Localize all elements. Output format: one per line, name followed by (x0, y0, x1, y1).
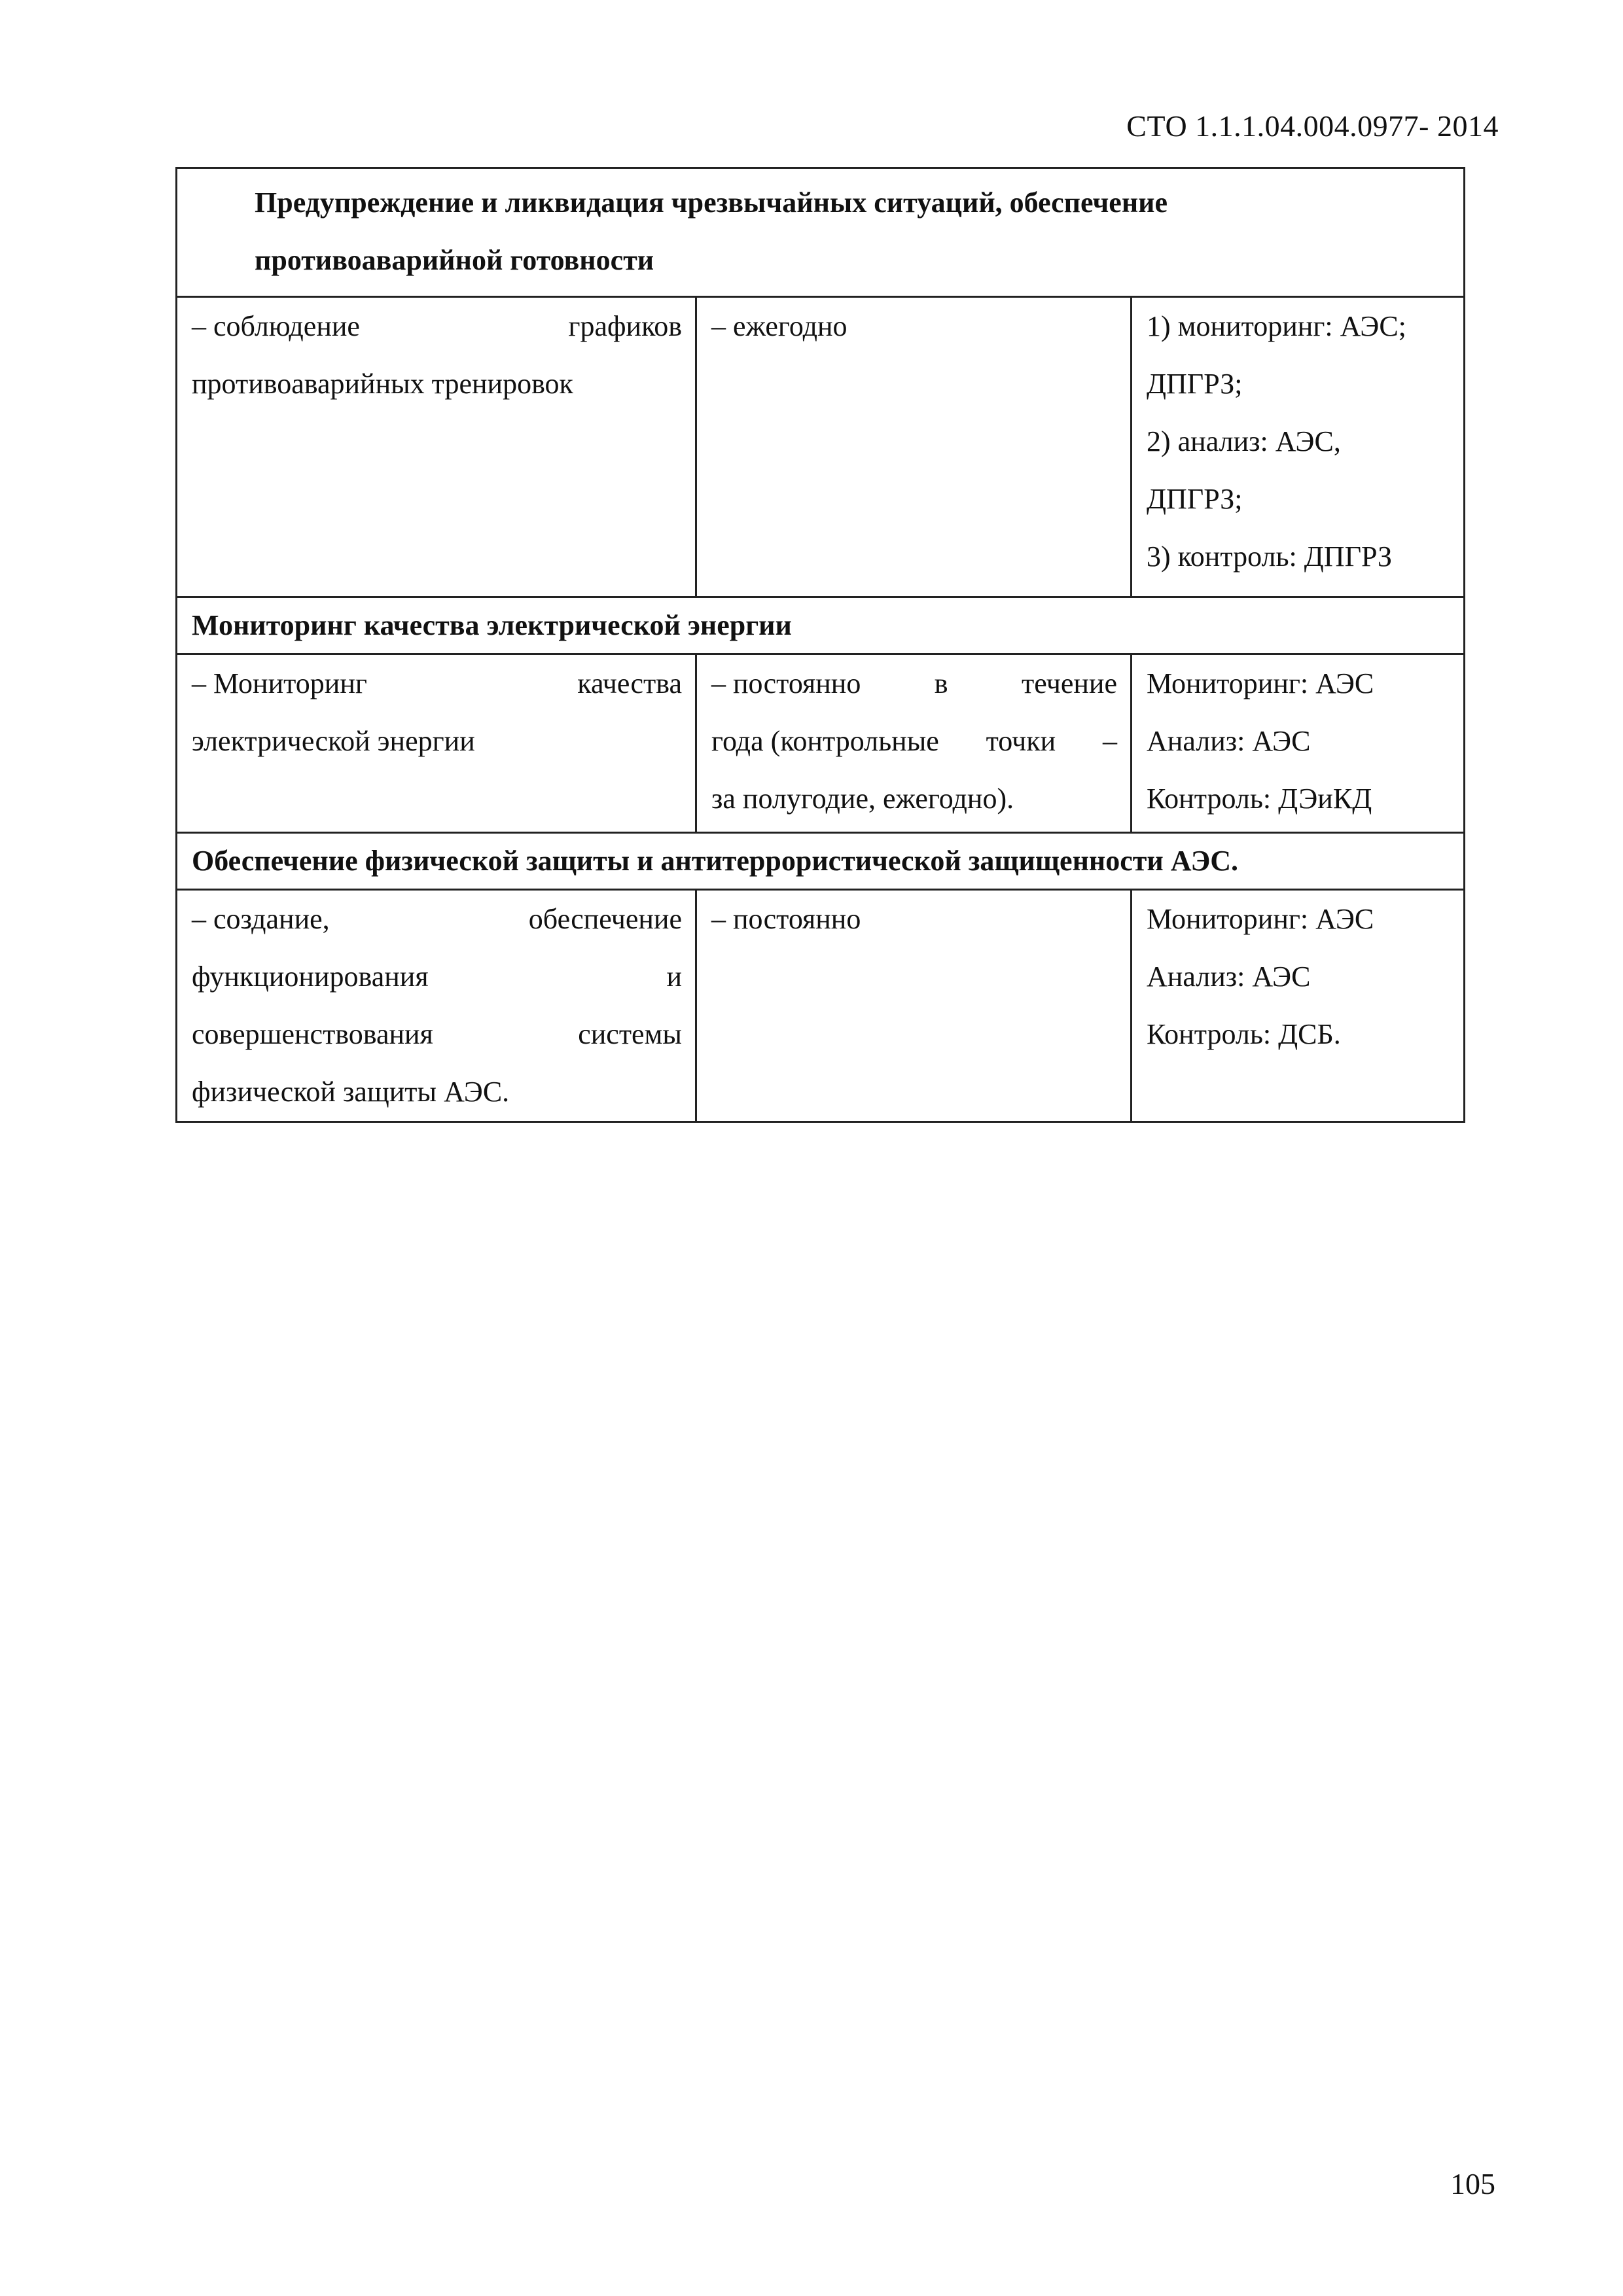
responsibility-cell (1132, 890, 1465, 1122)
responsibility-line: Контроль: ДСБ. (1147, 1018, 1341, 1050)
page-number: 105 (1450, 2167, 1495, 2200)
period-word: года (контрольные (711, 725, 939, 757)
activity-line (192, 1006, 682, 1063)
period-line: за полугодие, ежегодно). (711, 783, 1014, 815)
period-word: течение (1022, 667, 1117, 699)
period-word: – (1102, 725, 1117, 757)
period-line: – постоянно (711, 903, 861, 935)
measures-table (175, 167, 1465, 1123)
section-header-row (177, 168, 1465, 297)
responsibility-line: ДПГРЗ; (1147, 368, 1243, 400)
period-word: – постоянно (711, 667, 861, 699)
responsibility-line: 1) мониторинг: АЭС; (1147, 310, 1406, 342)
table-row (177, 890, 1465, 1122)
section-title-power-quality: Мониторинг качества электрической энергии (177, 597, 1465, 654)
activity-word: качества (577, 667, 682, 699)
activity-word: системы (578, 1018, 682, 1050)
section-title-line: Предупреждение и ликвидация чрезвычайных ситуаций, обеспечение (255, 186, 1168, 219)
responsibility-line: Анализ: АЭС (1147, 725, 1311, 757)
activity-cell (177, 297, 696, 597)
section-title-line: противоаварийной готовности (255, 244, 654, 276)
responsibility-line: Анализ: АЭС (1147, 961, 1311, 993)
activity-word: функционирования (192, 961, 429, 993)
activity-line (192, 298, 682, 355)
responsibility-line: 3) контроль: ДПГРЗ (1147, 540, 1393, 573)
responsibility-line: ДПГРЗ; (1147, 483, 1243, 515)
activity-word: – создание, (192, 903, 330, 935)
responsibility-cell (1132, 297, 1465, 597)
activity-cell (177, 890, 696, 1122)
section-title-emergency (177, 168, 1465, 297)
activity-line: противоаварийных тренировок (192, 368, 573, 400)
activity-word: – соблюдение (192, 310, 360, 342)
activity-line (192, 655, 682, 713)
period-cell (696, 297, 1132, 597)
responsibility-line: 2) анализ: АЭС, (1147, 425, 1341, 457)
activity-line (192, 891, 682, 948)
period-line (711, 713, 1117, 770)
period-cell (696, 654, 1132, 833)
responsibility-line: Контроль: ДЭиКД (1147, 783, 1372, 815)
period-word: в (934, 667, 948, 699)
activity-word: совершенствования (192, 1018, 433, 1050)
responsibility-line: Мониторинг: АЭС (1147, 667, 1374, 699)
period-line: – ежегодно (711, 310, 847, 342)
section-header-row (177, 833, 1465, 890)
activity-cell (177, 654, 696, 833)
document-number: СТО 1.1.1.04.004.0977- 2014 (1126, 109, 1499, 143)
activity-word: и (666, 961, 682, 993)
responsibility-line: Мониторинг: АЭС (1147, 903, 1374, 935)
activity-line: электрической энергии (192, 725, 475, 757)
activity-line: физической защиты АЭС. (192, 1076, 510, 1108)
activity-word: – Мониторинг (192, 667, 367, 699)
period-word: точки (986, 725, 1056, 757)
activity-line (192, 948, 682, 1006)
period-cell (696, 890, 1132, 1122)
section-header-row (177, 597, 1465, 654)
section-title-physical-protection: Обеспечение физической защиты и антитеррористической защищенности АЭС. (177, 833, 1465, 890)
activity-word: обеспечение (528, 903, 682, 935)
activity-word: графиков (568, 310, 682, 342)
table-row (177, 654, 1465, 833)
period-line (711, 655, 1117, 713)
table-row (177, 297, 1465, 597)
responsibility-cell (1132, 654, 1465, 833)
